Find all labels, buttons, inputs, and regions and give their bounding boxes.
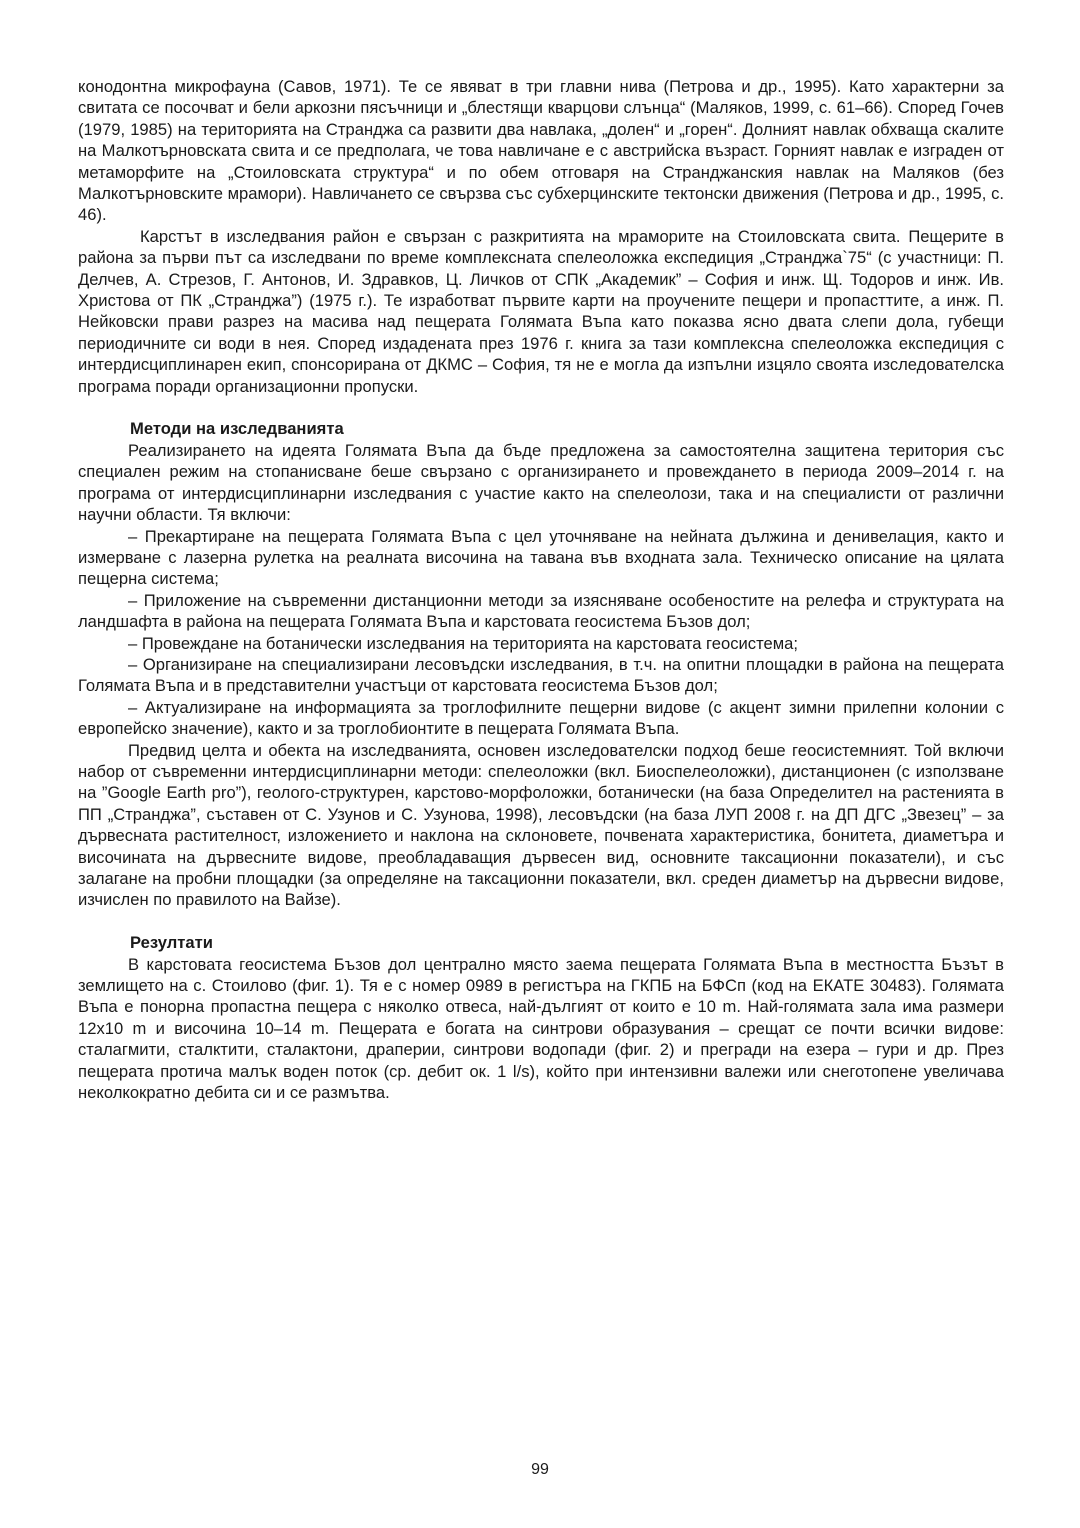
page-body [78,76,1004,1103]
section-gap [78,397,1004,418]
results-heading: Резултати [130,933,213,953]
section-gap [78,911,1004,932]
intro-paragraph-1: конодонтна микрофауна (Савов, 1971). Те се явяват в три главни нива (Петрова и др., 1995). Като характерни за свитата се посочват и бели аркозни пясъчници и „блестящи кварцови слънца“ (Маляков, 1999, с. 61–66). Според Гочев (1979, 1985) на територията на Странджа са развити два навлака, „долен“ и „горен“. Долният навлак обхваща скалите на Малкотърновската свита и се предполага, че това навличане е с австрийска възраст. Горният навлак е изграден от метаморфите на „Стоиловската структура“ и по обем отговаря на Странджанския навлак на Маляков (без Малкотърновските мрамори). Навличането се свързва със субхерцинските тектонски движения (Петрова и др., 1995, с. 46). [78,77,1004,225]
methods-heading: Методи на изследванията [130,419,344,439]
page-number: 99 [531,1461,549,1478]
methods-list-item: – Прекартиране на пещерата Голямата Въпа с цел уточняване на нейната дължина и денивелация, както и измерване с лазерна рулетка на реалната височина на тавана във входната зала. Техническо описание на цялата пещерна система; [78,526,1004,589]
methods-list-item: – Провеждане на ботанически изследвания на територията на карстовата геосистема; [128,633,798,653]
methods-list-item: – Актуализиране на информацията за троглофилните пещерни видове (с акцент зимни прилепни колонии с европейско значение), както и за троглобионтите в пещерата Голямата Въпа. [78,697,1004,739]
methods-paragraph-2: Предвид целта и обекта на изследванията, основен изследователски подход беше геосистемният. Той включи набор от съвременни интердисциплинарни методи: спелеоложки (вкл. Биоспелеоложки), дистанционен (с използване на ”Google Earth pro”), геолого-структурен, карстово-морфоложки, ботанически (на база Определител на растенията в ПП „Странджа”, съставен от С. Узунов и С. Узунова, 1998), лесовъдски (на база ЛУП 2008 г. на ДП ДГС „Звезец” – за дървесната растителност, изложението и наклона на склоновете, почвената характеристика, бонитета, диаметъра и височината на дървесните видове, преобладаващия дървесен вид, основните таксационни показатели), и със залагане на пробни площадки (за определяне на таксационни показатели, вкл. среден диаметър на дървесни видове, изчислен по правилото на Вайзе). [78,740,1004,910]
results-paragraph-1: В карстовата геосистема Бъзов дол централно място заема пещерата Голямата Въпа в местността Бъзът в землището на с. Стоилово (фиг. 1). Тя е с номер 0989 в регистъра на ГКПБ на БФСп (код на ЕКАТЕ 30483). Голямата Въпа е понорна пропастна пещера с няколко отвеса, най-дългият от които е 10 m. Най-голямата зала има размери 12х10 m и височина 10–14 m. Пещерата е богата на синтрови образувания – срещат се почти всички видове: сталагмити, сталктити, сталактони, драперии, синтрови водопади (фиг. 2) и прегради на езера – гури и др. През пещерата протича малък воден поток (ср. дебит ок. 1 l/s), който при интензивни валежи или снеготопене увеличава неколкократно дебита си и се размътва. [78,954,1004,1103]
methods-list-item: – Приложение на съвременни дистанционни методи за изясняване особеностите на релефа и структурата на ландшафта в района на пещерата Голямата Въпа и карстовата геосистема Бъзов дол; [78,590,1004,632]
methods-paragraph-1: Реализирането на идеята Голямата Въпа да бъде предложена за самостоятелна защитена територия със специален режим на стопанисване беше свързано с организирането и провеждането в периода 2009–2014 г. на програма от интердисциплинарни изследвания с участие както на спелеолози, така и на специалисти от различни научни области. Тя включи: [78,440,1004,525]
intro-paragraph-2: Карстът в изследвания район е свързан с разкритията на мраморите на Стоиловската свита. Пещерите в района за първи път са изследвани по време комплексната спелеоложка експедиция „Странджа`75“ (с участници: П. Делчев, А. Стрезов, Г. Антонов, И. Здравков, Ц. Личков от СПК „Академик” – София и инж. Щ. Тодоров и инж. Ив. Христова от ПК „Странджа”) (1975 г.). Те изработват първите карти на проучените пещери и пропасттите, а инж. П. Нейковски прави разрез на масива над пещерата Голямата Въпа като показва ясно двата слепи дола, губещи периодичните си води в нея. Според издадената през 1976 г. книга за тази комплексна спелеоложка експедиция с интердисциплинарен екип, спонсорирана от ДКМС – София, тя не е могла да изпълни изцяло своята изследователска програма поради организационни пропуски. [78,226,1004,396]
methods-list-item: – Организиране на специализирани лесовъдски изследвания, в т.ч. на опитни площадки в района на пещерата Голямата Въпа и в представителни участъци от карстовата геосистема Бъзов дол; [78,654,1004,696]
